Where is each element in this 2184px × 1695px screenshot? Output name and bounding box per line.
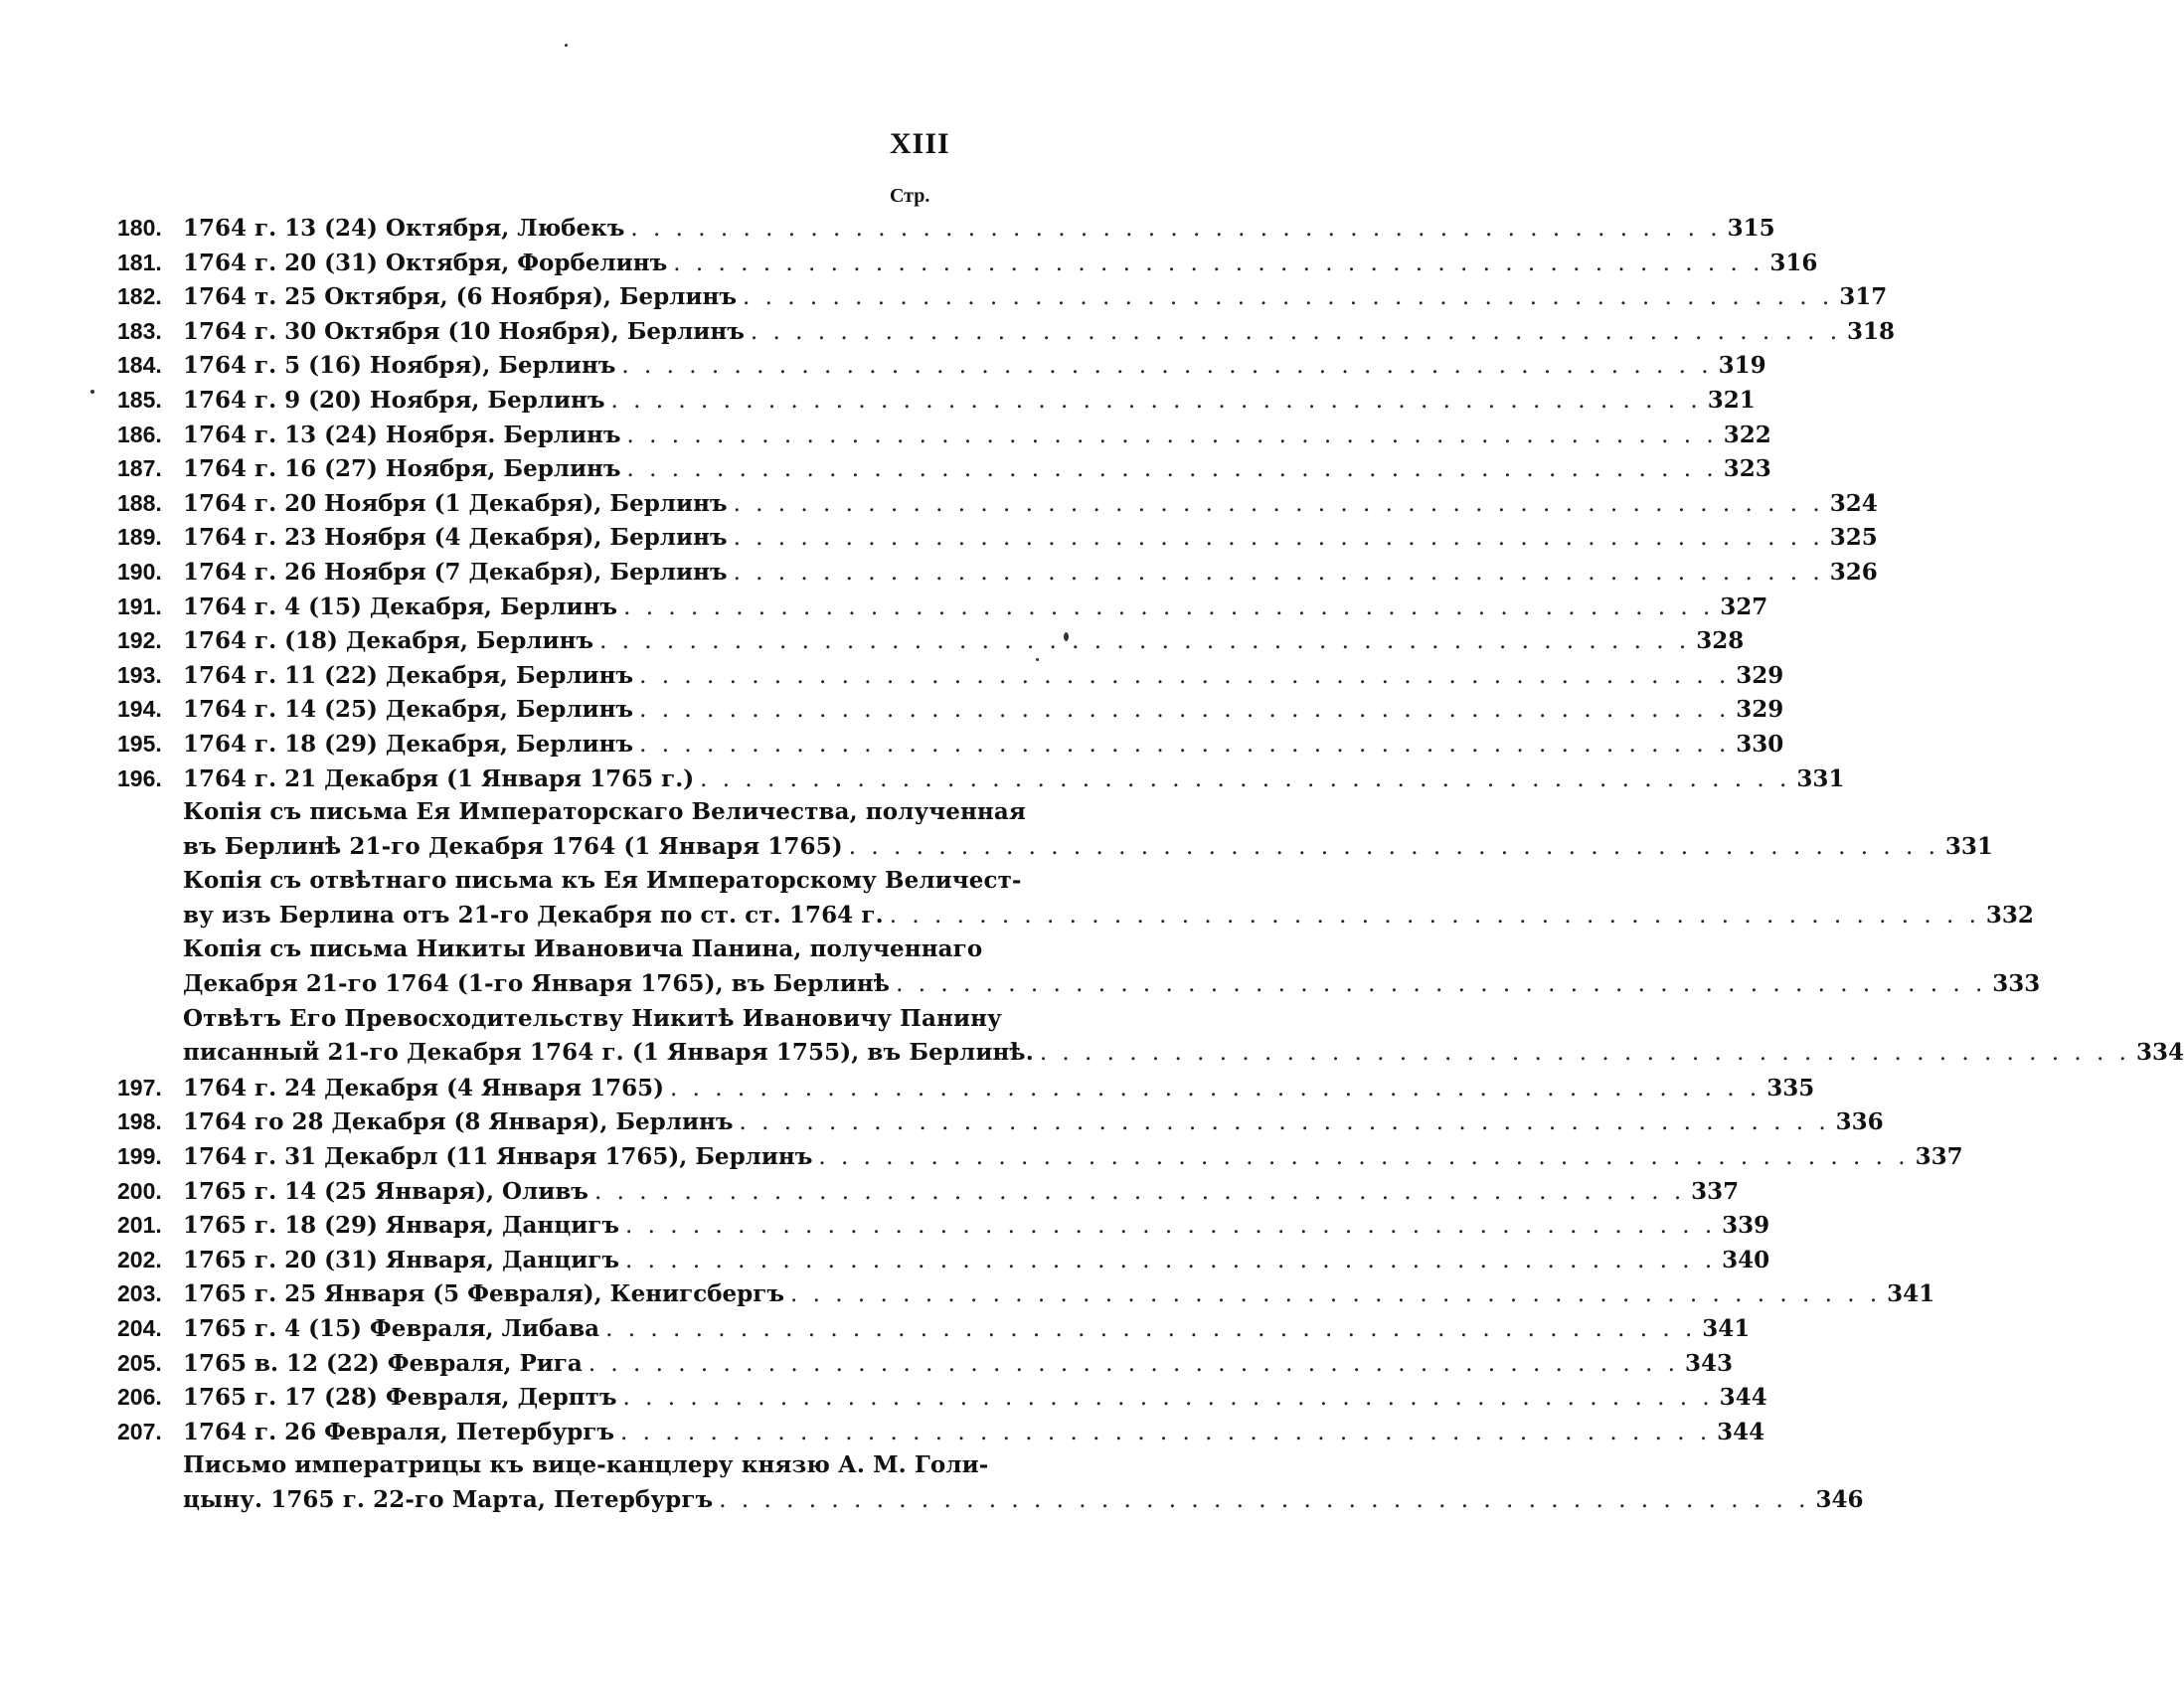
entry-number: 189. xyxy=(117,524,162,551)
leader-dots xyxy=(734,556,1824,591)
entry-title: 1764 г. 26 Февраля, Петербургъ xyxy=(183,1418,614,1445)
entry-number: 181. xyxy=(117,249,162,275)
entry-number: 198. xyxy=(117,1108,162,1135)
toc-entry xyxy=(117,1448,989,1483)
leader-dots xyxy=(594,1175,1685,1210)
entry-page: 319 xyxy=(1718,352,1766,380)
entry-number: 195. xyxy=(117,730,162,757)
leader-dots xyxy=(588,1347,1679,1382)
leader-dots xyxy=(790,1277,1881,1312)
toc-entry xyxy=(117,1346,1733,1381)
leader-dots xyxy=(605,1312,1696,1347)
entry-title: 1764 г. 21 Декабря (1 Января 1765 г.) xyxy=(183,764,695,792)
entry-page: 317 xyxy=(1839,283,1888,311)
toc-entry xyxy=(117,727,1784,762)
entry-page: 329 xyxy=(1736,696,1784,724)
leader-dots xyxy=(849,830,1939,865)
entry-number: 197. xyxy=(117,1074,162,1101)
entry-title: 1764 г. 13 (24) Ноября. Берлинъ xyxy=(183,421,621,448)
entry-number: 194. xyxy=(117,696,162,723)
leader-dots xyxy=(1040,1036,2130,1071)
toc-entry xyxy=(117,418,1771,452)
entry-title: Копія съ письма Никиты Ивановича Панина, полученнаго xyxy=(183,935,983,963)
entry-title: 1764 г. 24 Декабря (4 Января 1765) xyxy=(183,1074,665,1102)
toc-entry xyxy=(117,1243,1770,1277)
leader-dots xyxy=(625,1244,1716,1278)
entry-page: 344 xyxy=(1717,1418,1765,1445)
leader-dots xyxy=(627,419,1718,453)
entry-title: 1764 г. 13 (24) Октября, Любекъ xyxy=(183,215,625,242)
leader-dots xyxy=(739,1105,1829,1140)
toc-entry xyxy=(117,279,1888,314)
entry-number: 187. xyxy=(117,455,162,482)
entry-page: 335 xyxy=(1766,1074,1815,1102)
entry-page: 337 xyxy=(1915,1143,1963,1171)
entry-page: 315 xyxy=(1727,215,1775,242)
leader-dots xyxy=(620,1416,1711,1450)
print-speck xyxy=(1064,632,1069,641)
entry-page: 318 xyxy=(1847,317,1896,345)
toc-entry xyxy=(117,383,1756,418)
entry-page: 341 xyxy=(1702,1315,1751,1342)
leader-dots xyxy=(670,1072,1761,1106)
entry-title: Письмо императрицы къ вице-канцлеру князю А. М. Голи- xyxy=(183,1451,989,1479)
entry-title: 1764 г. 9 (20) Ноября, Берлинъ xyxy=(183,386,605,414)
entry-page: 329 xyxy=(1736,661,1784,689)
entry-page: 337 xyxy=(1691,1177,1740,1205)
entry-page: 336 xyxy=(1835,1108,1884,1136)
entry-page: 332 xyxy=(1985,901,2034,929)
entry-title: Отвѣтъ Его Превосходительству Никитѣ Ивановичу Панину xyxy=(183,1004,1002,1032)
entry-number: 190. xyxy=(117,558,162,585)
print-speck xyxy=(565,44,568,47)
entry-page: 327 xyxy=(1720,593,1768,620)
entry-page: 331 xyxy=(1796,764,1845,792)
entry-page: 324 xyxy=(1829,489,1878,517)
entry-number: 200. xyxy=(117,1177,162,1204)
toc-entry xyxy=(117,211,1775,246)
entry-title: въ Берлинѣ 21-го Декабря 1764 (1 Января 1765) xyxy=(183,832,843,860)
leader-dots xyxy=(623,591,1714,625)
entry-number: 203. xyxy=(117,1280,162,1307)
entry-number: 199. xyxy=(117,1143,162,1170)
entry-number: 204. xyxy=(117,1315,162,1341)
toc-entry xyxy=(117,590,1768,624)
toc-entry xyxy=(117,486,1878,521)
entry-title: Копія съ отвѣтнаго письма къ Ея Императорскому Величест- xyxy=(183,867,1022,895)
toc-entry xyxy=(117,314,1896,349)
entry-number: 188. xyxy=(117,489,162,516)
toc-entry xyxy=(117,967,2041,1002)
toc-entry xyxy=(117,348,1766,383)
toc-entry xyxy=(117,1139,1963,1174)
entry-number: 180. xyxy=(117,215,162,241)
entry-page: 344 xyxy=(1719,1384,1767,1412)
toc-entry xyxy=(117,692,1784,727)
entry-page: 325 xyxy=(1829,524,1878,552)
toc-entry xyxy=(117,1036,2184,1071)
leader-dots xyxy=(719,1483,1809,1518)
toc-entry xyxy=(117,899,2034,933)
entry-title: 1764 г. 16 (27) Ноября, Берлинъ xyxy=(183,455,621,483)
entry-number: 183. xyxy=(117,317,162,344)
toc-entry xyxy=(117,1311,1751,1346)
entry-page: 316 xyxy=(1769,249,1818,276)
entry-title: 1765 г. 25 Января (5 Февраля), Кенигсбергъ xyxy=(183,1280,784,1308)
entry-page: 321 xyxy=(1707,386,1756,414)
entry-page: 346 xyxy=(1815,1485,1864,1513)
leader-dots xyxy=(599,624,1690,659)
print-speck xyxy=(1036,658,1039,661)
entry-page: 341 xyxy=(1887,1280,1935,1308)
leader-dots xyxy=(751,315,1841,350)
entry-title: 1764 г. 20 Ноября (1 Декабря), Берлинъ xyxy=(183,489,728,517)
leader-dots xyxy=(700,763,1790,797)
entry-number: 196. xyxy=(117,764,162,791)
leader-dots xyxy=(611,384,1702,419)
leader-dots xyxy=(630,212,1721,247)
entry-page: 331 xyxy=(1944,832,1993,860)
toc-entry xyxy=(117,795,1026,830)
entry-title: 1764 г. 18 (29) Декабря, Берлинъ xyxy=(183,730,634,758)
toc-entry xyxy=(117,932,983,967)
entry-title: 1764 г. 23 Ноября (4 Декабря), Берлинъ xyxy=(183,524,728,552)
entry-page: 343 xyxy=(1684,1349,1733,1377)
entry-page: 323 xyxy=(1723,455,1771,483)
entry-title: 1765 в. 12 (22) Февраля, Рига xyxy=(183,1349,583,1377)
leader-dots xyxy=(622,1381,1713,1416)
entry-page: 339 xyxy=(1722,1212,1770,1240)
leader-dots xyxy=(639,693,1730,728)
entry-title: Копія съ письма Ея Императорскаго Величества, полученная xyxy=(183,798,1026,826)
entry-number: 205. xyxy=(117,1349,162,1376)
leader-dots xyxy=(890,899,1980,933)
toc-entry xyxy=(117,451,1771,486)
entry-title: 1765 г. 17 (28) Февраля, Дерптъ xyxy=(183,1384,617,1412)
entry-number: 185. xyxy=(117,386,162,413)
leader-dots xyxy=(896,967,1986,1002)
toc-entry xyxy=(117,520,1878,555)
entry-number: 182. xyxy=(117,283,162,310)
print-speck xyxy=(90,390,94,394)
entry-page: 322 xyxy=(1723,421,1771,448)
entry-title: 1764 т. 25 Октября, (6 Ноября), Берлинъ xyxy=(183,283,738,311)
toc-entry xyxy=(117,1002,1002,1037)
toc-entry xyxy=(117,1071,1815,1105)
entry-title: 1764 г. 11 (22) Декабря, Берлинъ xyxy=(183,661,634,689)
leader-dots xyxy=(734,487,1824,522)
entry-title: 1764 г. 30 Октября (10 Ноября), Берлинъ xyxy=(183,317,745,345)
leader-dots xyxy=(627,452,1718,487)
entry-title: писанный 21-го Декабря 1764 г. (1 Января 1755), въ Берлинѣ. xyxy=(183,1039,1034,1067)
entry-number: 206. xyxy=(117,1384,162,1411)
entry-title: 1764 г. 31 Декабрл (11 Января 1765), Берлинъ xyxy=(183,1143,813,1171)
entry-number: 201. xyxy=(117,1212,162,1239)
toc-entry xyxy=(117,762,1845,796)
entry-title: 1764 г. 26 Ноября (7 Декабря), Берлинъ xyxy=(183,558,728,586)
leader-dots xyxy=(743,280,1833,315)
entry-title: 1765 г. 4 (15) Февраля, Либава xyxy=(183,1315,600,1342)
entry-title: 1764 г. 4 (15) Декабря, Берлинъ xyxy=(183,593,618,620)
toc-entry xyxy=(117,1104,1884,1139)
entry-number: 184. xyxy=(117,352,162,379)
leader-dots xyxy=(673,247,1764,281)
toc-entry xyxy=(117,1380,1767,1415)
page-column-header: Стр. xyxy=(890,185,930,207)
page-number: XIII xyxy=(890,127,950,160)
entry-number: 202. xyxy=(117,1246,162,1272)
entry-title: ву изъ Берлина отъ 21-го Декабря по ст. ст. 1764 г. xyxy=(183,901,884,929)
entry-page: 340 xyxy=(1722,1246,1770,1273)
leader-dots xyxy=(639,728,1730,763)
entry-title: цыну. 1765 г. 22-го Марта, Петербургъ xyxy=(183,1485,714,1513)
entry-page: 326 xyxy=(1829,558,1878,586)
entry-number: 193. xyxy=(117,661,162,688)
toc-entry xyxy=(117,658,1784,693)
entry-page: 328 xyxy=(1696,627,1745,655)
entry-number: 191. xyxy=(117,593,162,619)
toc-entry xyxy=(117,1415,1765,1449)
entry-title: 1764 го 28 Декабря (8 Января), Берлинъ xyxy=(183,1108,734,1136)
toc-entry xyxy=(117,864,1022,899)
toc-entry xyxy=(117,623,1745,658)
toc-entry xyxy=(117,246,1818,280)
entry-title: 1765 г. 20 (31) Января, Данцигъ xyxy=(183,1246,619,1273)
leader-dots xyxy=(625,1209,1716,1244)
entry-title: 1765 г. 18 (29) Января, Данцигъ xyxy=(183,1212,619,1240)
entry-title: Декабря 21-го 1764 (1-го Января 1765), въ Берлинѣ xyxy=(183,970,891,998)
toc-entry xyxy=(117,830,1993,865)
entry-number: 186. xyxy=(117,421,162,447)
leader-dots xyxy=(818,1140,1909,1175)
entry-page: 333 xyxy=(1992,970,2041,998)
toc-entry xyxy=(117,1276,1935,1311)
entry-number: 192. xyxy=(117,627,162,654)
entry-title: 1764 г. (18) Декабря, Берлинъ xyxy=(183,627,594,655)
entry-title: 1765 г. 14 (25 Января), Оливъ xyxy=(183,1177,588,1205)
toc-entry xyxy=(117,1483,1864,1518)
entry-page: 334 xyxy=(2135,1039,2184,1067)
toc-entry xyxy=(117,1208,1770,1243)
entry-number: 207. xyxy=(117,1418,162,1444)
table-of-contents xyxy=(117,211,2184,1518)
toc-entry xyxy=(117,555,1878,590)
entry-page: 330 xyxy=(1736,730,1784,758)
entry-title: 1764 г. 5 (16) Ноября), Берлинъ xyxy=(183,352,616,380)
entry-title: 1764 г. 20 (31) Октября, Форбелинъ xyxy=(183,249,668,276)
leader-dots xyxy=(639,659,1730,694)
leader-dots xyxy=(734,521,1824,556)
leader-dots xyxy=(621,349,1712,384)
toc-entry xyxy=(117,1174,1740,1209)
entry-title: 1764 г. 14 (25) Декабря, Берлинъ xyxy=(183,696,634,724)
